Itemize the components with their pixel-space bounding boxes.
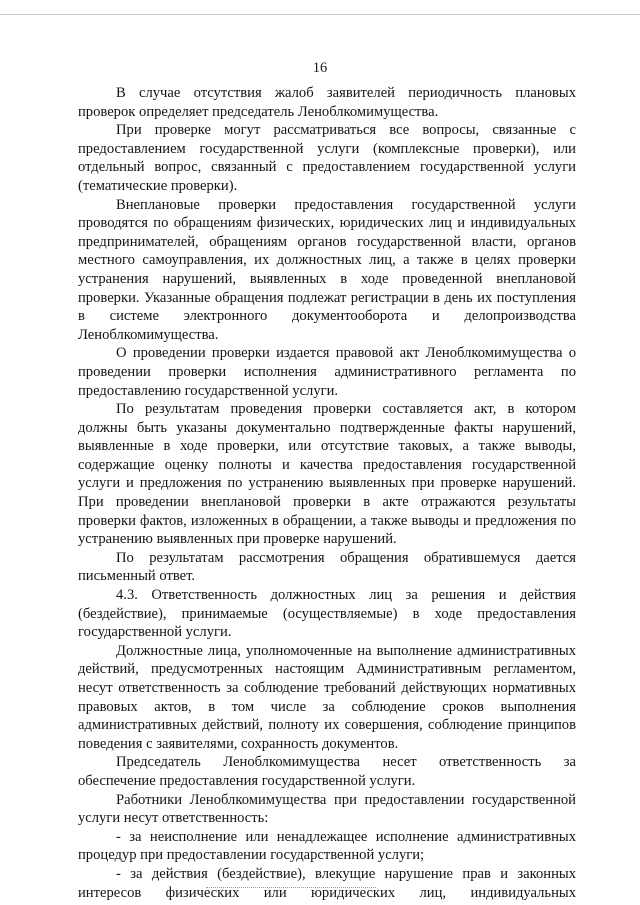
document-body (78, 84, 576, 902)
paragraph: При проверке могут рассматриваться все вопросы, связанные с предоставлением государственной услуги (комплексные проверки), или отдельный вопрос, связанный с предоставлением государственной услуги (тематические проверки). (78, 122, 576, 194)
list-item-paragraph: - за неисполнение или ненадлежащее исполнение административных процедур при предоставлении государственной услуги; (78, 828, 576, 864)
paragraph: По результатам рассмотрения обращения обратившемуся дается письменный ответ. (78, 549, 576, 585)
list-item-paragraph: - за действия (бездействие), влекущие нарушение прав и законных интересов физических или юридических лиц, индивидуальных (78, 865, 576, 901)
paragraph: Должностные лица, уполномоченные на выполнение административных действий, предусмотренных настоящим Административным регламентом, несут ответственность за соблюдение требований действующих нормативных правовых актов, в том числе за соблюдение сроков выполнения административных действий, полноту их совершения, соблюдение принципов поведения с заявителями, сохранность документов. (78, 642, 576, 752)
paragraph: Работники Леноблкомимущества при предоставлении государственной услуги несут ответственность: (78, 791, 576, 827)
bottom-scan-artifact (206, 887, 376, 888)
paragraph: Внеплановые проверки предоставления государственной услуги проводятся по обращениям физических, юридических лиц и индивидуальных предпринимателей, обращениям органов государственной власти, органов местного самоуправления, их должностных лиц, а также в целях проверки устранения нарушений, выявленных в ходе проведенной внеплановой проверки. Указанные обращения подлежат регистрации в день их поступления в системе электронного документооборота и делопроизводства Леноблкомимущества. (78, 196, 576, 343)
paragraph: Председатель Леноблкомимущества несет ответственность за обеспечение предоставления государственной услуги. (78, 754, 576, 789)
section-heading-paragraph: 4.3. Ответственность должностных лиц за решения и действия (бездействие), принимаемые (осуществляемые) в ходе предоставления государственной услуги. (78, 587, 576, 641)
paragraph: В случае отсутствия жалоб заявителей периодичность плановых проверок определяет председатель Леноблкомимущества. (78, 85, 576, 120)
top-border-line (0, 14, 640, 15)
paragraph: О проведении проверки издается правовой акт Леноблкомимущества о проведении проверки исполнения административного регламента по предоставлению государственной услуги. (78, 345, 576, 399)
page-number: 16 (312, 60, 328, 76)
paragraph: По результатам проведения проверки составляется акт, в котором должны быть указаны документально подтвержденные факты нарушений, выявленные в ходе проверки, или отсутствие таковых, а также выводы, содержащие оценку полноты и качества предоставления государственной услуги и предложения по устранению выявленных при проверке нарушений. При проведении внеплановой проверки в акте отражаются результаты проверки фактов, изложенных в обращении, а также выводы и предложения по устранению выявленных при проверке нарушений. (78, 401, 576, 548)
